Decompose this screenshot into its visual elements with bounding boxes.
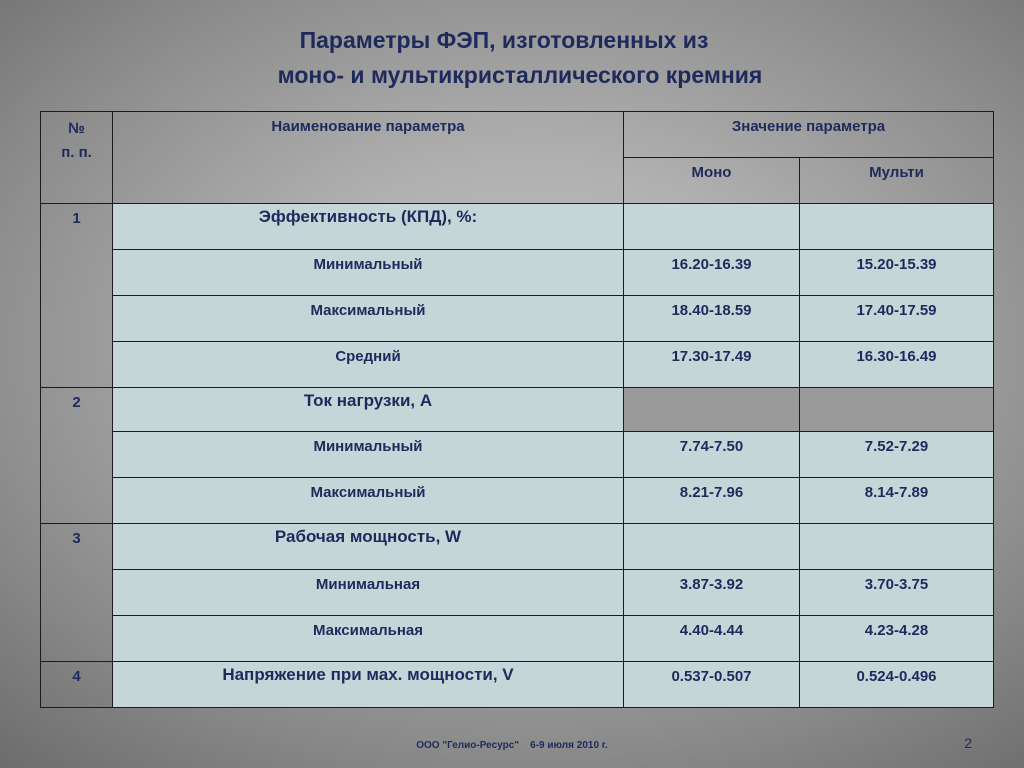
row-label: Минимальный — [113, 432, 624, 478]
header-num-label: п. п. — [61, 144, 92, 161]
header-num-symbol: № — [68, 120, 85, 137]
table-row — [41, 342, 994, 388]
empty-cell — [624, 388, 800, 432]
row-label: Минимальная — [113, 570, 624, 616]
table-header-row — [41, 112, 994, 158]
footer-company: ООО "Гелио-Ресурс" — [416, 740, 520, 751]
group-title-row — [41, 662, 994, 708]
multi-value: 3.70-3.75 — [800, 570, 994, 616]
header-value-cell: Значение параметра — [624, 112, 994, 158]
page-number: 2 — [964, 735, 972, 751]
row-label: Максимальный — [113, 478, 624, 524]
row-label: Средний — [113, 342, 624, 388]
table-row — [41, 478, 994, 524]
group-title-row — [41, 204, 994, 250]
group-number: 2 — [41, 388, 113, 524]
row-label: Минимальный — [113, 250, 624, 296]
mono-value: 17.30-17.49 — [624, 342, 800, 388]
group-title: Эффективность (КПД), %: — [113, 204, 624, 250]
parameters-table — [40, 111, 994, 708]
empty-cell — [800, 204, 994, 250]
empty-cell — [624, 204, 800, 250]
multi-value: 4.23-4.28 — [800, 616, 994, 662]
mono-value: 3.87-3.92 — [624, 570, 800, 616]
mono-value: 0.537-0.507 — [624, 662, 800, 708]
group-number: 3 — [41, 524, 113, 662]
mono-value: 8.21-7.96 — [624, 478, 800, 524]
group-title-row — [41, 524, 994, 570]
group-title: Ток нагрузки, А — [113, 388, 624, 432]
mono-value: 16.20-16.39 — [624, 250, 800, 296]
header-multi-cell: Мульти — [800, 158, 994, 204]
footer-date: 6-9 июля 2010 г. — [530, 740, 608, 751]
row-label: Максимальный — [113, 296, 624, 342]
table-row — [41, 296, 994, 342]
multi-value: 8.14-7.89 — [800, 478, 994, 524]
group-number: 4 — [41, 662, 113, 708]
mono-value: 4.40-4.44 — [624, 616, 800, 662]
header-mono-cell: Моно — [624, 158, 800, 204]
table-row — [41, 616, 994, 662]
group-number: 1 — [41, 204, 113, 388]
multi-value: 7.52-7.29 — [800, 432, 994, 478]
header-name-cell: Наименование параметра — [113, 112, 624, 204]
empty-cell — [800, 388, 994, 432]
row-label: Максимальная — [113, 616, 624, 662]
multi-value: 16.30-16.49 — [800, 342, 994, 388]
multi-value: 17.40-17.59 — [800, 296, 994, 342]
empty-cell — [800, 524, 994, 570]
multi-value: 0.524-0.496 — [800, 662, 994, 708]
table-row — [41, 570, 994, 616]
header-num-cell — [41, 112, 113, 204]
empty-cell — [624, 524, 800, 570]
multi-value: 15.20-15.39 — [800, 250, 994, 296]
mono-value: 7.74-7.50 — [624, 432, 800, 478]
slide-title-line1: Параметры ФЭП, изготовленных из — [299, 27, 709, 53]
mono-value: 18.40-18.59 — [624, 296, 800, 342]
table-row — [41, 250, 994, 296]
table-row — [41, 432, 994, 478]
slide-title-line2: моно- и мультикристаллического кремния — [277, 62, 763, 88]
group-title: Рабочая мощность, W — [113, 524, 624, 570]
slide-footer — [0, 740, 1024, 751]
group-title-row — [41, 388, 994, 432]
group-title: Напряжение при мах. мощности, V — [113, 662, 624, 708]
